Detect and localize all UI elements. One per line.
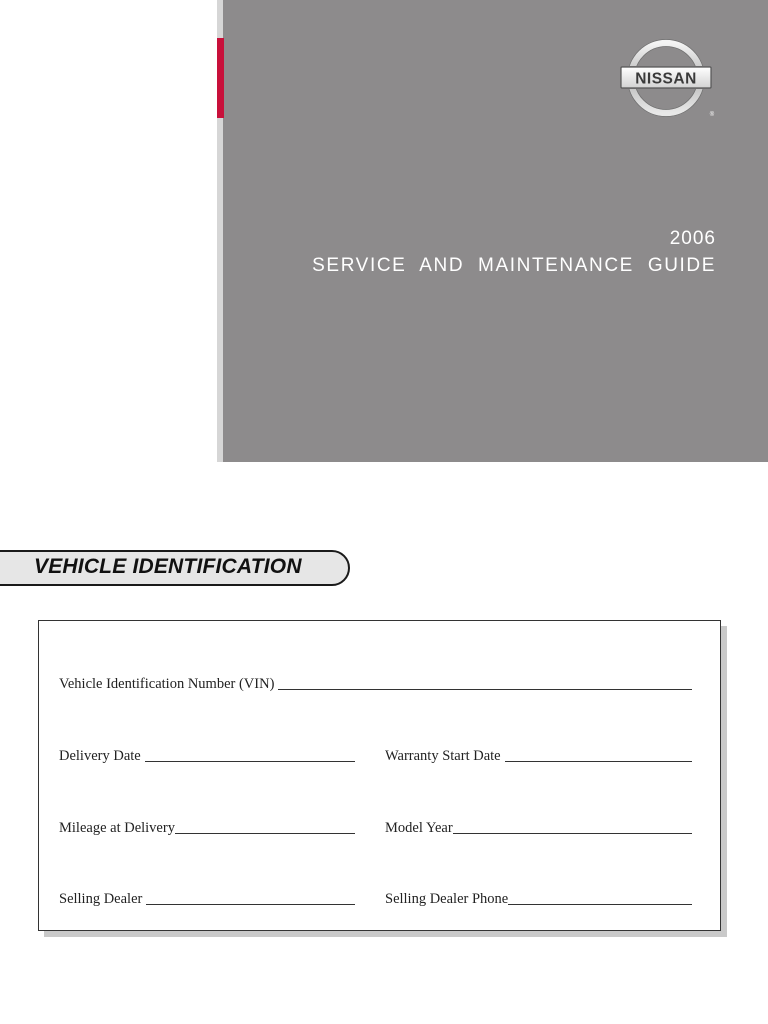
delivery-date-field[interactable] bbox=[59, 748, 355, 765]
registered-mark: ® bbox=[709, 112, 715, 118]
selling-dealer-phone-label: Selling Dealer Phone bbox=[385, 891, 509, 907]
selling-dealer-phone-field[interactable] bbox=[385, 891, 692, 908]
vehicle-identification-form bbox=[38, 620, 721, 931]
selling-dealer-phone-blank-line[interactable] bbox=[508, 904, 692, 905]
mileage-at-delivery-label: Mileage at Delivery bbox=[59, 820, 175, 836]
warranty-start-date-field[interactable] bbox=[385, 748, 692, 765]
red-accent-tab bbox=[217, 38, 224, 118]
cover-year: 2006 bbox=[669, 228, 716, 249]
warranty-start-date-label: Warranty Start Date bbox=[385, 748, 501, 764]
nissan-logo-text: NISSAN bbox=[635, 70, 697, 88]
vin-blank-line[interactable] bbox=[278, 689, 692, 690]
mileage-at-delivery-field[interactable] bbox=[59, 820, 355, 837]
vin-field[interactable] bbox=[59, 676, 692, 693]
selling-dealer-blank-line[interactable] bbox=[146, 904, 355, 905]
section-title: VEHICLE IDENTIFICATION bbox=[34, 555, 302, 578]
vin-label: Vehicle Identification Number (VIN) bbox=[59, 676, 275, 692]
mileage-at-delivery-blank-line[interactable] bbox=[175, 833, 355, 834]
selling-dealer-field[interactable] bbox=[59, 891, 355, 908]
model-year-field[interactable] bbox=[385, 820, 692, 837]
model-year-blank-line[interactable] bbox=[453, 833, 692, 834]
model-year-label: Model Year bbox=[385, 820, 453, 836]
cover-title: SERVICE AND MAINTENANCE GUIDE bbox=[312, 255, 716, 276]
nissan-logo-icon bbox=[616, 36, 718, 120]
selling-dealer-label: Selling Dealer bbox=[59, 891, 143, 907]
delivery-date-label: Delivery Date bbox=[59, 748, 141, 764]
warranty-start-date-blank-line[interactable] bbox=[505, 761, 692, 762]
delivery-date-blank-line[interactable] bbox=[145, 761, 355, 762]
